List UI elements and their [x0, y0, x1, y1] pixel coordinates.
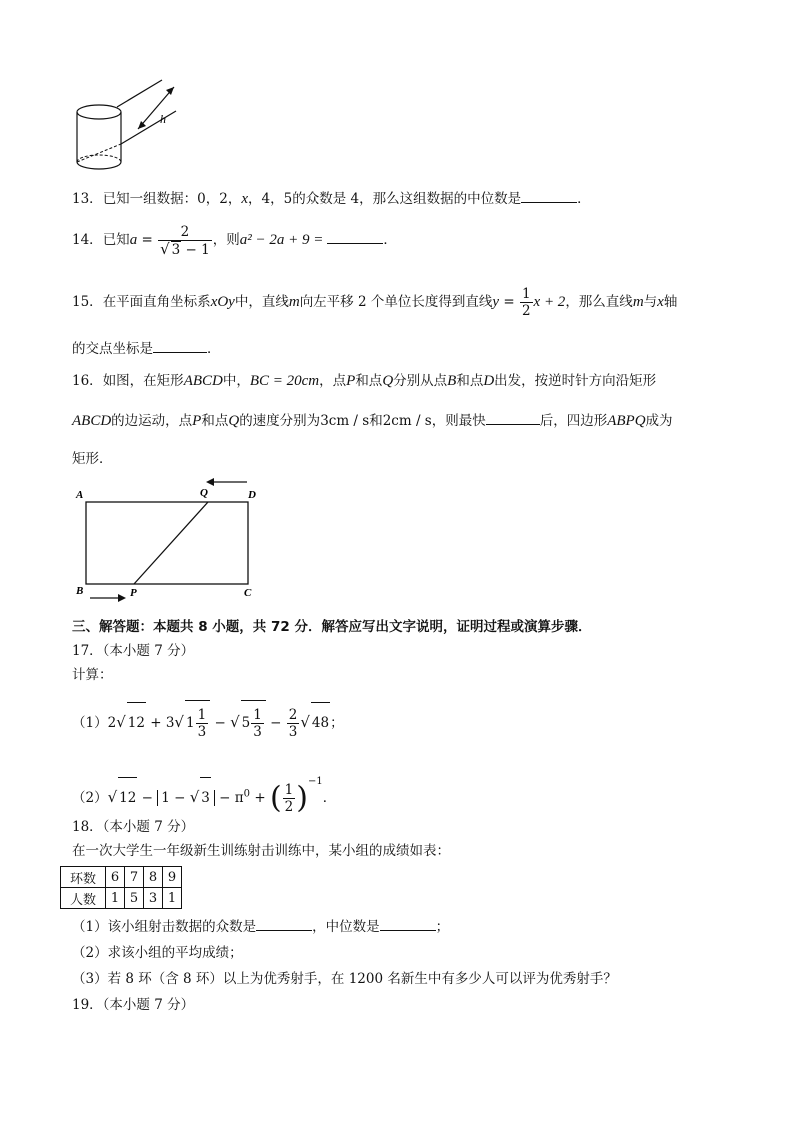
q16-p: P — [346, 373, 356, 389]
q15-text: 在平面直角坐标系 — [102, 294, 211, 310]
q17-mix2-den: 3 — [253, 724, 262, 740]
q16-l2-b: 和点 — [201, 413, 229, 429]
question-15 — [72, 284, 677, 320]
q18-s1-end: ； — [435, 919, 450, 935]
q14-answer-blank[interactable] — [327, 231, 383, 244]
q17-p2-fnum: 1 — [284, 782, 294, 798]
q17-p2-a: − — [137, 790, 158, 806]
table-cell: 3 — [144, 888, 163, 909]
question-16-cont2 — [72, 450, 113, 468]
q14-radicand: 3 — [171, 241, 181, 258]
q14-fraction — [158, 224, 212, 258]
q17-p1-rad2 — [185, 700, 210, 743]
q17-p1-d: − — [265, 715, 286, 731]
table-cell: 1 — [106, 888, 125, 909]
q16-bc: BC = 20cm — [249, 373, 320, 389]
q17-p1-fnum: 2 — [288, 707, 298, 723]
q16-q: Q — [382, 373, 394, 389]
q17-mix1-num: 1 — [197, 707, 207, 723]
q14-expression: a² − 2a + 9 = — [239, 232, 324, 248]
q18-sub-2: （2）求该小组的平均成绩； — [72, 945, 243, 961]
q13-number: 13． — [72, 191, 103, 207]
label-b: B — [76, 585, 84, 597]
sqrt-sign — [230, 715, 240, 731]
q17-p1-label: （1） — [72, 715, 108, 731]
q16-l2-g: 成为 — [645, 413, 673, 429]
rectangle-figure — [72, 474, 272, 604]
q16-l2-d: 和 — [369, 413, 383, 429]
section-3-heading: 三、解答题：本题共 8 小题，共 72 分．解答应写出文字说明，证明过程或演算步骤． — [72, 619, 592, 635]
q16-text: 如图，在矩形 — [102, 373, 184, 389]
q18-intro: 在一次大学生一年级新生训练射击训练中，某小组的成绩如表： — [72, 843, 450, 859]
q16-l2-a: 的边运动，点 — [111, 413, 193, 429]
height-label: h — [160, 112, 166, 126]
score-table — [60, 866, 182, 909]
q15-frac-den: 2 — [521, 303, 531, 319]
q15-text-d: ，那么直线 — [565, 294, 633, 310]
table-cell: 1 — [163, 888, 182, 909]
q17-p2-frac — [283, 782, 296, 815]
table-cell: 9 — [163, 867, 182, 888]
sqrt-sign — [190, 790, 200, 806]
q15-end: ． — [207, 341, 221, 357]
sqrt-sign — [116, 715, 126, 731]
q16-text-f: 和点 — [456, 373, 484, 389]
label-q: Q — [200, 487, 208, 499]
q17-mix2-num: 1 — [253, 707, 262, 723]
table-row — [61, 867, 182, 888]
q17-p1-rad3 — [241, 700, 266, 743]
q15-eq: = — [499, 294, 519, 310]
q17-intro: 计算： — [72, 667, 113, 683]
q17-p1-rad1: 12 — [127, 702, 146, 743]
sqrt-sign — [174, 715, 184, 731]
table-cell: 环数 — [61, 867, 106, 888]
q14-den-rest: − 1 — [181, 241, 210, 258]
question-15-cont — [72, 340, 221, 358]
q18-s1-b: ，中位数是 — [312, 919, 380, 935]
q16-text-b: 中， — [222, 373, 250, 389]
label-c: C — [244, 587, 252, 599]
q15-fraction — [520, 286, 533, 319]
q13-text: 已知一组数据：0，2， — [102, 191, 242, 207]
q17-mix1-frac — [196, 707, 209, 740]
q15-text-b: 中，直线 — [234, 294, 289, 310]
q16-l2-e: ，则最快 — [431, 413, 486, 429]
q17-p1-frac — [287, 707, 300, 740]
q14-text-b: ，则 — [212, 232, 240, 248]
q17-p2-rad1: 12 — [118, 777, 137, 818]
q17-p2-c: + — [250, 790, 270, 806]
q15-x: x — [657, 294, 664, 310]
q16-rect2: ABCD — [72, 413, 112, 429]
q14-var: a — [129, 232, 138, 248]
paren-left: ( — [269, 780, 282, 816]
q16-text-c: ，点 — [319, 373, 347, 389]
q18-sub-3: （3）若 8 环（含 8 环）以上为优秀射手，在 1200 名新生中有多少人可以评为优秀射手？ — [72, 971, 617, 987]
sqrt-sign — [300, 715, 310, 731]
q15-y: y — [492, 294, 500, 310]
q17-header: 17．（本小题 7 分） — [72, 643, 195, 659]
label-a: A — [76, 489, 84, 501]
q14-end: ． — [383, 232, 397, 248]
question-13 — [72, 190, 591, 208]
label-p: P — [130, 587, 137, 599]
q13-end: ． — [577, 191, 591, 207]
table-row — [61, 888, 182, 909]
cylinder-figure — [72, 78, 192, 178]
q17-mix2-whole: 5 — [241, 715, 251, 731]
q16-d: D — [483, 373, 495, 389]
question-16-cont — [72, 412, 673, 430]
q16-abpq: ABPQ — [607, 413, 646, 429]
q17-p2-abs — [157, 790, 215, 806]
q15-coord: xOy — [210, 294, 235, 310]
q17-p2-label: （2） — [72, 790, 108, 806]
q17-p2-b: − π — [214, 790, 244, 806]
q16-l2-c: 的速度分别为 — [239, 413, 321, 429]
q17-part-2 — [72, 762, 336, 819]
q15-rest: x + 2 — [533, 294, 566, 310]
sqrt-sign — [160, 242, 170, 258]
q16-text-e: 分别从点 — [393, 373, 448, 389]
q16-speed-p: 3cm / s — [320, 413, 370, 429]
question-16 — [72, 372, 656, 390]
table-cell: 5 — [125, 888, 144, 909]
q13-text-b: ，4，5的众数是 4，那么这组数据的中位数是 — [248, 191, 522, 207]
table-cell: 7 — [125, 867, 144, 888]
q15-text-f: 轴 — [663, 294, 678, 310]
table-cell: 人数 — [61, 888, 106, 909]
q18-header: 18．（本小题 7 分） — [72, 819, 195, 835]
table-cell: 8 — [144, 867, 163, 888]
q17-p2-sup: −1 — [307, 776, 323, 787]
q18-sub-1 — [72, 918, 449, 936]
q17-mix1-whole: 1 — [185, 715, 195, 731]
q16-b: B — [447, 373, 457, 389]
q16-l2-f: 后，四边形 — [539, 413, 608, 429]
q17-p2-fden: 2 — [284, 799, 294, 815]
q18-mode-blank[interactable] — [256, 918, 312, 931]
q16-text-d: 和点 — [355, 373, 383, 389]
q19-header: 19．（本小题 7 分） — [72, 997, 195, 1013]
question-14 — [72, 222, 397, 258]
q17-mix2-frac — [251, 707, 264, 740]
q17-p1-fden: 3 — [288, 724, 298, 740]
q16-text-g: 出发，按逆时针方向沿矩形 — [494, 373, 657, 389]
q17-part-1 — [72, 700, 344, 743]
q16-l3: 矩形． — [72, 451, 113, 467]
q15-text-g: 的交点坐标是 — [72, 341, 153, 357]
q17-mix1-den: 3 — [197, 724, 207, 740]
q14-eq: = — [137, 232, 158, 248]
sqrt-sign — [108, 790, 118, 806]
q16-l2-p: P — [192, 413, 202, 429]
q16-speed-q: 2cm / s — [382, 413, 432, 429]
q17-p1-c: − — [210, 715, 231, 731]
q18-s1-a: （1）该小组射击数据的众数是 — [72, 919, 257, 935]
q15-line-m2: m — [632, 294, 644, 310]
table-cell: 6 — [106, 867, 125, 888]
q17-p1-end: ； — [330, 715, 344, 731]
q17-p2-abs-a: 1 − — [161, 790, 190, 806]
label-d: D — [248, 489, 256, 501]
q14-number: 14． — [72, 232, 103, 248]
q16-l2-q: Q — [228, 413, 240, 429]
q16-answer-blank[interactable] — [486, 412, 540, 425]
q18-median-blank[interactable] — [380, 918, 436, 931]
q14-text: 已知 — [102, 232, 130, 248]
q15-line-m: m — [288, 294, 300, 310]
q16-rect: ABCD — [183, 373, 223, 389]
q17-p1-coef: 2 — [107, 715, 117, 731]
q17-p2-sup0: 0 — [243, 788, 251, 800]
q13-answer-blank[interactable] — [521, 190, 577, 203]
paren-right: ) — [296, 780, 308, 816]
q16-number: 16． — [72, 373, 103, 389]
q17-p1-b: + 3 — [145, 715, 175, 731]
q17-p2-rad2: 3 — [200, 777, 211, 818]
q15-answer-blank[interactable] — [153, 340, 207, 353]
q15-frac-num: 1 — [521, 286, 531, 302]
q15-number: 15． — [72, 294, 103, 310]
q15-text-e: 与 — [643, 294, 658, 310]
q14-frac-num: 2 — [158, 224, 212, 241]
q17-p2-end: ． — [322, 790, 337, 806]
q13-var: x — [241, 191, 249, 207]
q17-p1-rad4: 48 — [311, 702, 330, 743]
q15-text-c: 向左平移 2 个单位长度得到直线 — [299, 294, 493, 310]
